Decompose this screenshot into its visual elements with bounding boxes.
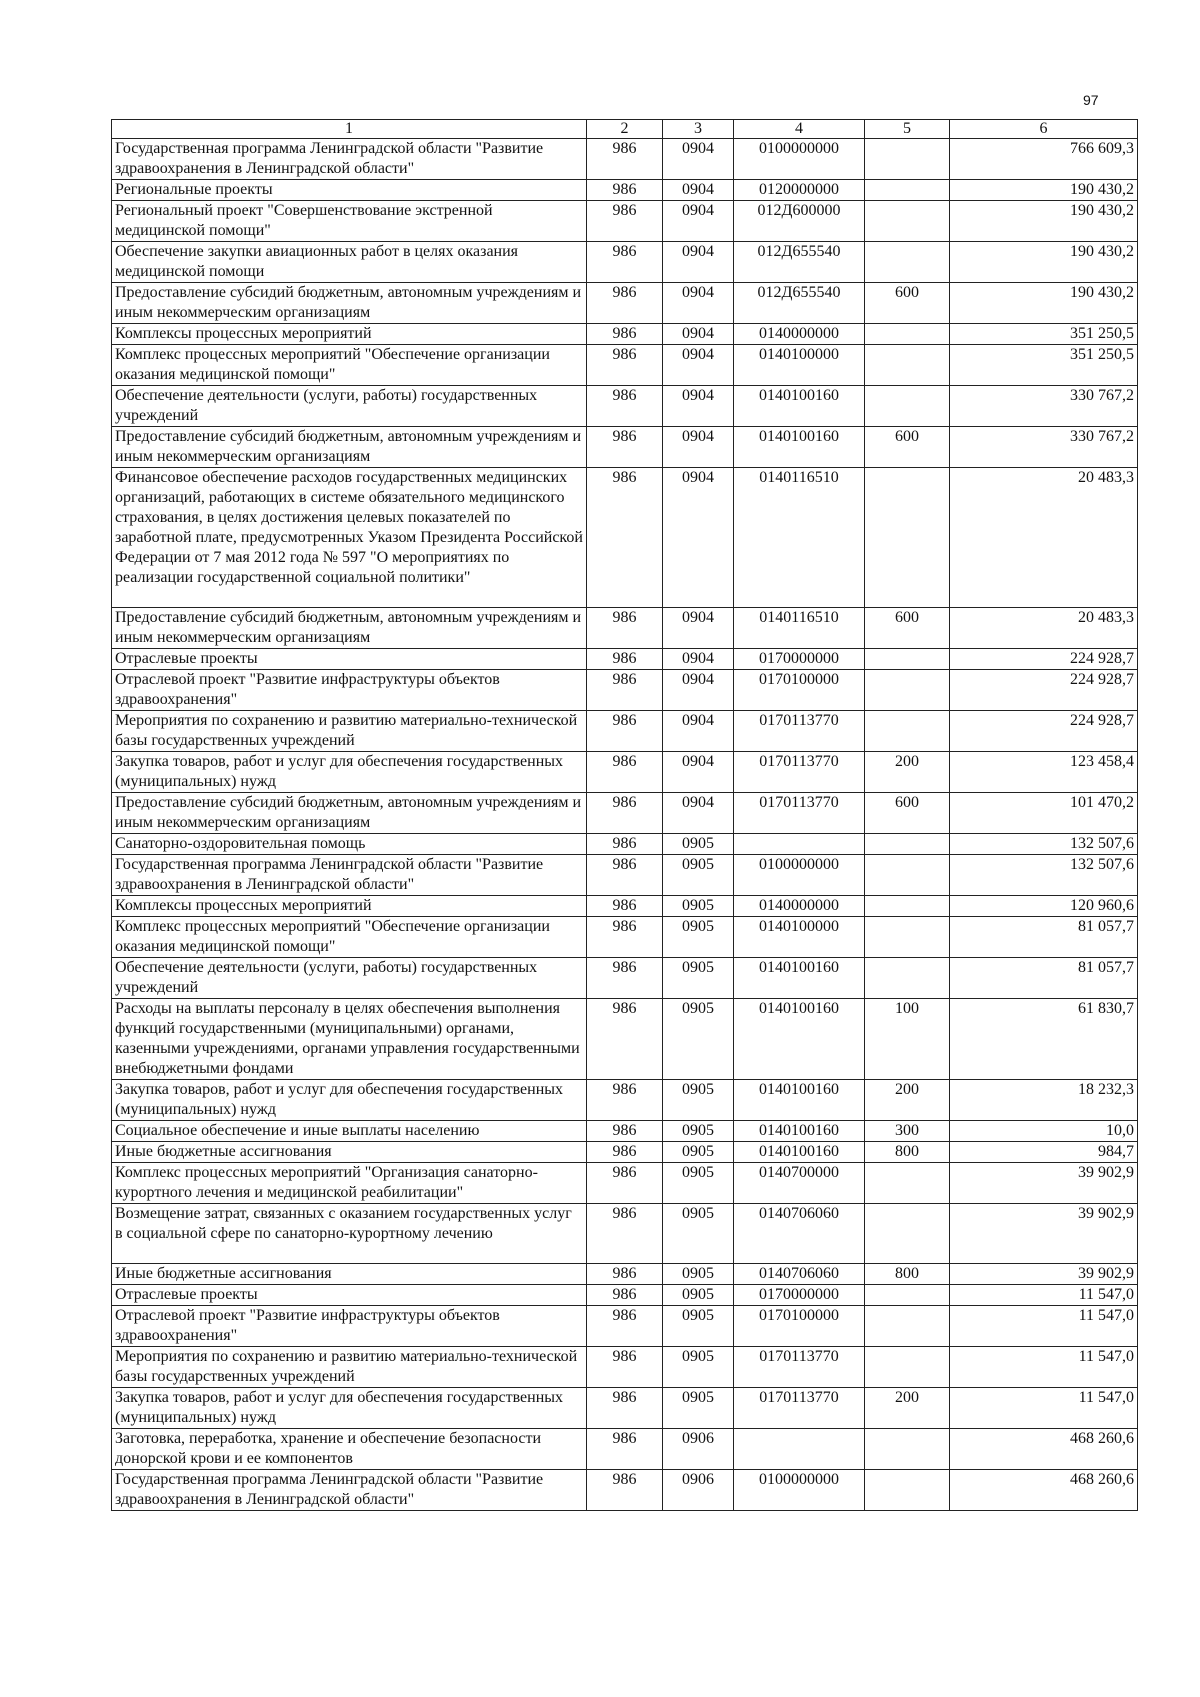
target-article-code: 0140000000 <box>734 896 865 917</box>
table-row <box>112 958 1138 999</box>
ministry-code: 986 <box>587 468 663 608</box>
table-row <box>112 427 1138 468</box>
section-code: 0905 <box>663 1264 734 1285</box>
ministry-code: 986 <box>587 958 663 999</box>
target-article-code: 0100000000 <box>734 855 865 896</box>
line-item-name: Комплекс процессных мероприятий "Обеспечение организации оказания медицинской помощи" <box>112 917 587 958</box>
column-header: 4 <box>734 120 865 139</box>
table-row <box>112 1388 1138 1429</box>
section-code: 0906 <box>663 1470 734 1511</box>
amount-cell: 11 547,0 <box>950 1285 1138 1306</box>
target-article-code: 0140100160 <box>734 958 865 999</box>
amount-cell: 39 902,9 <box>950 1204 1138 1264</box>
section-code: 0905 <box>663 896 734 917</box>
target-article-code: 0170113770 <box>734 752 865 793</box>
expense-type-code <box>865 1163 950 1204</box>
ministry-code: 986 <box>587 999 663 1080</box>
expense-type-code <box>865 917 950 958</box>
expense-type-code <box>865 1204 950 1264</box>
table-row <box>112 139 1138 180</box>
ministry-code: 986 <box>587 1306 663 1347</box>
table-row <box>112 793 1138 834</box>
section-code: 0904 <box>663 468 734 608</box>
line-item-name: Государственная программа Ленинградской области "Развитие здравоохранения в Ленинградской области" <box>112 139 587 180</box>
table-row <box>112 649 1138 670</box>
expense-type-code <box>865 242 950 283</box>
line-item-name: Иные бюджетные ассигнования <box>112 1264 587 1285</box>
section-code: 0905 <box>663 958 734 999</box>
target-article-code <box>734 834 865 855</box>
line-item-name: Комплекс процессных мероприятий "Организация санаторно-курортного лечения и медицинской реабилитации" <box>112 1163 587 1204</box>
section-code: 0904 <box>663 283 734 324</box>
target-article-code: 0170113770 <box>734 793 865 834</box>
target-article-code: 0140100000 <box>734 917 865 958</box>
target-article-code: 0120000000 <box>734 180 865 201</box>
expense-type-code: 600 <box>865 427 950 468</box>
target-article-code: 0140706060 <box>734 1204 865 1264</box>
ministry-code: 986 <box>587 834 663 855</box>
line-item-name: Предоставление субсидий бюджетным, автономным учреждениям и иным некоммерческим организациям <box>112 608 587 649</box>
table-row <box>112 283 1138 324</box>
line-item-name: Отраслевой проект "Развитие инфраструктуры объектов здравоохранения" <box>112 670 587 711</box>
line-item-name: Закупка товаров, работ и услуг для обеспечения государственных (муниципальных) нужд <box>112 1388 587 1429</box>
table-row <box>112 1163 1138 1204</box>
expense-type-code: 300 <box>865 1121 950 1142</box>
ministry-code: 986 <box>587 1080 663 1121</box>
section-code: 0905 <box>663 999 734 1080</box>
ministry-code: 986 <box>587 180 663 201</box>
column-header: 2 <box>587 120 663 139</box>
expense-type-code <box>865 1306 950 1347</box>
expense-type-code <box>865 649 950 670</box>
ministry-code: 986 <box>587 324 663 345</box>
ministry-code: 986 <box>587 793 663 834</box>
line-item-name: Заготовка, переработка, хранение и обеспечение безопасности донорской крови и ее компонентов <box>112 1429 587 1470</box>
ministry-code: 986 <box>587 283 663 324</box>
amount-cell: 120 960,6 <box>950 896 1138 917</box>
ministry-code: 986 <box>587 1121 663 1142</box>
target-article-code: 0140116510 <box>734 468 865 608</box>
line-item-name: Обеспечение деятельности (услуги, работы) государственных учреждений <box>112 386 587 427</box>
ministry-code: 986 <box>587 386 663 427</box>
table-row <box>112 1264 1138 1285</box>
expense-type-code <box>865 468 950 608</box>
expense-type-code <box>865 1470 950 1511</box>
table-row <box>112 201 1138 242</box>
target-article-code: 0100000000 <box>734 139 865 180</box>
ministry-code: 986 <box>587 139 663 180</box>
ministry-code: 986 <box>587 1142 663 1163</box>
section-code: 0905 <box>663 834 734 855</box>
section-code: 0904 <box>663 670 734 711</box>
line-item-name: Мероприятия по сохранению и развитию материально-технической базы государственных учреждений <box>112 711 587 752</box>
amount-cell: 81 057,7 <box>950 917 1138 958</box>
line-item-name: Предоставление субсидий бюджетным, автономным учреждениям и иным некоммерческим организациям <box>112 283 587 324</box>
target-article-code: 0140706060 <box>734 1264 865 1285</box>
expense-type-code <box>865 896 950 917</box>
target-article-code: 0140100160 <box>734 1121 865 1142</box>
section-code: 0905 <box>663 1080 734 1121</box>
line-item-name: Предоставление субсидий бюджетным, автономным учреждениям и иным некоммерческим организациям <box>112 793 587 834</box>
amount-cell: 132 507,6 <box>950 855 1138 896</box>
ministry-code: 986 <box>587 917 663 958</box>
section-code: 0904 <box>663 711 734 752</box>
target-article-code: 0140100160 <box>734 386 865 427</box>
amount-cell: 224 928,7 <box>950 649 1138 670</box>
target-article-code: 0170113770 <box>734 711 865 752</box>
ministry-code: 986 <box>587 608 663 649</box>
line-item-name: Расходы на выплаты персоналу в целях обеспечения выполнения функций государственными (муниципальными) органами, казенными учреждениями, органами управления государственными внебюджетными фондами <box>112 999 587 1080</box>
table-row <box>112 999 1138 1080</box>
amount-cell: 11 547,0 <box>950 1388 1138 1429</box>
table-row <box>112 324 1138 345</box>
table-row <box>112 670 1138 711</box>
ministry-code: 986 <box>587 1163 663 1204</box>
expense-type-code: 200 <box>865 1080 950 1121</box>
section-code: 0905 <box>663 1163 734 1204</box>
amount-cell: 18 232,3 <box>950 1080 1138 1121</box>
ministry-code: 986 <box>587 1204 663 1264</box>
expense-type-code: 800 <box>865 1264 950 1285</box>
section-code: 0904 <box>663 201 734 242</box>
expense-type-code: 100 <box>865 999 950 1080</box>
expense-type-code <box>865 670 950 711</box>
target-article-code: 012Д655540 <box>734 242 865 283</box>
ministry-code: 986 <box>587 1388 663 1429</box>
amount-cell: 20 483,3 <box>950 608 1138 649</box>
table-row <box>112 1142 1138 1163</box>
section-code: 0905 <box>663 855 734 896</box>
section-code: 0905 <box>663 1121 734 1142</box>
ministry-code: 986 <box>587 427 663 468</box>
table-row <box>112 711 1138 752</box>
column-header: 6 <box>950 120 1138 139</box>
table-row <box>112 1204 1138 1264</box>
table-row <box>112 345 1138 386</box>
line-item-name: Отраслевые проекты <box>112 649 587 670</box>
ministry-code: 986 <box>587 711 663 752</box>
amount-cell: 330 767,2 <box>950 427 1138 468</box>
amount-cell: 190 430,2 <box>950 242 1138 283</box>
line-item-name: Возмещение затрат, связанных с оказанием государственных услуг в социальной сфере по санаторно-курортному лечению <box>112 1204 587 1264</box>
section-code: 0906 <box>663 1429 734 1470</box>
amount-cell: 123 458,4 <box>950 752 1138 793</box>
target-article-code: 0140100160 <box>734 1142 865 1163</box>
expense-type-code: 800 <box>865 1142 950 1163</box>
table-row <box>112 917 1138 958</box>
line-item-name: Государственная программа Ленинградской области "Развитие здравоохранения в Ленинградской области" <box>112 1470 587 1511</box>
ministry-code: 986 <box>587 201 663 242</box>
expense-type-code: 600 <box>865 608 950 649</box>
table-row <box>112 855 1138 896</box>
expense-type-code <box>865 958 950 999</box>
line-item-name: Комплексы процессных мероприятий <box>112 896 587 917</box>
amount-cell: 81 057,7 <box>950 958 1138 999</box>
amount-cell: 468 260,6 <box>950 1429 1138 1470</box>
section-code: 0904 <box>663 345 734 386</box>
table-row <box>112 1121 1138 1142</box>
table-row <box>112 1285 1138 1306</box>
expense-type-code: 600 <box>865 283 950 324</box>
amount-cell: 351 250,5 <box>950 345 1138 386</box>
amount-cell: 39 902,9 <box>950 1264 1138 1285</box>
line-item-name: Отраслевые проекты <box>112 1285 587 1306</box>
target-article-code: 0170113770 <box>734 1388 865 1429</box>
ministry-code: 986 <box>587 670 663 711</box>
header-row <box>112 120 1138 139</box>
line-item-name: Закупка товаров, работ и услуг для обеспечения государственных (муниципальных) нужд <box>112 1080 587 1121</box>
target-article-code: 0170000000 <box>734 649 865 670</box>
table-row <box>112 1347 1138 1388</box>
ministry-code: 986 <box>587 1429 663 1470</box>
expense-type-code <box>865 139 950 180</box>
amount-cell: 766 609,3 <box>950 139 1138 180</box>
section-code: 0904 <box>663 608 734 649</box>
page-number: 97 <box>1083 92 1099 108</box>
amount-cell: 11 547,0 <box>950 1306 1138 1347</box>
column-header: 5 <box>865 120 950 139</box>
target-article-code: 012Д600000 <box>734 201 865 242</box>
ministry-code: 986 <box>587 1285 663 1306</box>
ministry-code: 986 <box>587 242 663 283</box>
section-code: 0904 <box>663 752 734 793</box>
expense-type-code <box>865 201 950 242</box>
expense-type-code <box>865 834 950 855</box>
table-row <box>112 896 1138 917</box>
amount-cell: 224 928,7 <box>950 711 1138 752</box>
target-article-code: 0140100000 <box>734 345 865 386</box>
amount-cell: 330 767,2 <box>950 386 1138 427</box>
line-item-name: Иные бюджетные ассигнования <box>112 1142 587 1163</box>
section-code: 0905 <box>663 1347 734 1388</box>
target-article-code: 0140100160 <box>734 1080 865 1121</box>
table-row <box>112 1470 1138 1511</box>
amount-cell: 224 928,7 <box>950 670 1138 711</box>
target-article-code: 0140100160 <box>734 427 865 468</box>
amount-cell: 10,0 <box>950 1121 1138 1142</box>
section-code: 0904 <box>663 324 734 345</box>
expense-type-code: 200 <box>865 1388 950 1429</box>
line-item-name: Обеспечение деятельности (услуги, работы) государственных учреждений <box>112 958 587 999</box>
amount-cell: 11 547,0 <box>950 1347 1138 1388</box>
amount-cell: 351 250,5 <box>950 324 1138 345</box>
target-article-code: 0140700000 <box>734 1163 865 1204</box>
section-code: 0904 <box>663 427 734 468</box>
section-code: 0905 <box>663 1142 734 1163</box>
target-article-code: 0170000000 <box>734 1285 865 1306</box>
ministry-code: 986 <box>587 1470 663 1511</box>
amount-cell: 20 483,3 <box>950 468 1138 608</box>
line-item-name: Закупка товаров, работ и услуг для обеспечения государственных (муниципальных) нужд <box>112 752 587 793</box>
expense-type-code <box>865 711 950 752</box>
line-item-name: Отраслевой проект "Развитие инфраструктуры объектов здравоохранения" <box>112 1306 587 1347</box>
amount-cell: 190 430,2 <box>950 180 1138 201</box>
amount-cell: 468 260,6 <box>950 1470 1138 1511</box>
expense-type-code: 200 <box>865 752 950 793</box>
table-row <box>112 1080 1138 1121</box>
section-code: 0904 <box>663 242 734 283</box>
target-article-code: 0140116510 <box>734 608 865 649</box>
line-item-name: Обеспечение закупки авиационных работ в целях оказания медицинской помощи <box>112 242 587 283</box>
budget-table <box>111 119 1138 1511</box>
line-item-name: Региональные проекты <box>112 180 587 201</box>
amount-cell: 101 470,2 <box>950 793 1138 834</box>
expense-type-code <box>865 1429 950 1470</box>
target-article-code: 0170113770 <box>734 1347 865 1388</box>
target-article-code: 012Д655540 <box>734 283 865 324</box>
table-row <box>112 386 1138 427</box>
table-row <box>112 180 1138 201</box>
table-row <box>112 1429 1138 1470</box>
ministry-code: 986 <box>587 896 663 917</box>
amount-cell: 190 430,2 <box>950 283 1138 324</box>
section-code: 0905 <box>663 1388 734 1429</box>
section-code: 0904 <box>663 793 734 834</box>
expense-type-code <box>865 324 950 345</box>
table-body <box>112 139 1138 1511</box>
ministry-code: 986 <box>587 649 663 670</box>
section-code: 0904 <box>663 139 734 180</box>
line-item-name: Региональный проект "Совершенствование экстренной медицинской помощи" <box>112 201 587 242</box>
line-item-name: Государственная программа Ленинградской области "Развитие здравоохранения в Ленинградской области" <box>112 855 587 896</box>
ministry-code: 986 <box>587 855 663 896</box>
section-code: 0904 <box>663 180 734 201</box>
table-row <box>112 468 1138 608</box>
table-row <box>112 1306 1138 1347</box>
target-article-code: 0140100160 <box>734 999 865 1080</box>
expense-type-code: 600 <box>865 793 950 834</box>
amount-cell: 132 507,6 <box>950 834 1138 855</box>
line-item-name: Комплексы процессных мероприятий <box>112 324 587 345</box>
line-item-name: Санаторно-оздоровительная помощь <box>112 834 587 855</box>
table-row <box>112 608 1138 649</box>
line-item-name: Финансовое обеспечение расходов государственных медицинских организаций, работающих в системе обязательного медицинского страхования, в целях достижения целевых показателей по заработной плате, предусмотренных Указом Президента Российской Федерации от 7 мая 2012 года № 597 "О мероприятиях по реализации государственной социальной политики" <box>112 468 587 608</box>
section-code: 0905 <box>663 1285 734 1306</box>
expense-type-code <box>865 1285 950 1306</box>
section-code: 0905 <box>663 1306 734 1347</box>
amount-cell: 39 902,9 <box>950 1163 1138 1204</box>
target-article-code: 0140000000 <box>734 324 865 345</box>
line-item-name: Социальное обеспечение и иные выплаты населению <box>112 1121 587 1142</box>
ministry-code: 986 <box>587 1264 663 1285</box>
section-code: 0904 <box>663 386 734 427</box>
column-header: 3 <box>663 120 734 139</box>
section-code: 0905 <box>663 1204 734 1264</box>
expense-type-code <box>865 386 950 427</box>
target-article-code <box>734 1429 865 1470</box>
ministry-code: 986 <box>587 345 663 386</box>
target-article-code: 0100000000 <box>734 1470 865 1511</box>
ministry-code: 986 <box>587 1347 663 1388</box>
column-header: 1 <box>112 120 587 139</box>
line-item-name: Предоставление субсидий бюджетным, автономным учреждениям и иным некоммерческим организациям <box>112 427 587 468</box>
target-article-code: 0170100000 <box>734 1306 865 1347</box>
expense-type-code <box>865 855 950 896</box>
section-code: 0904 <box>663 649 734 670</box>
line-item-name: Мероприятия по сохранению и развитию материально-технической базы государственных учреждений <box>112 1347 587 1388</box>
target-article-code: 0170100000 <box>734 670 865 711</box>
expense-type-code <box>865 345 950 386</box>
table-row <box>112 834 1138 855</box>
expense-type-code <box>865 180 950 201</box>
line-item-name: Комплекс процессных мероприятий "Обеспечение организации оказания медицинской помощи" <box>112 345 587 386</box>
amount-cell: 190 430,2 <box>950 201 1138 242</box>
amount-cell: 61 830,7 <box>950 999 1138 1080</box>
ministry-code: 986 <box>587 752 663 793</box>
amount-cell: 984,7 <box>950 1142 1138 1163</box>
table-row <box>112 752 1138 793</box>
section-code: 0905 <box>663 917 734 958</box>
table-row <box>112 242 1138 283</box>
expense-type-code <box>865 1347 950 1388</box>
